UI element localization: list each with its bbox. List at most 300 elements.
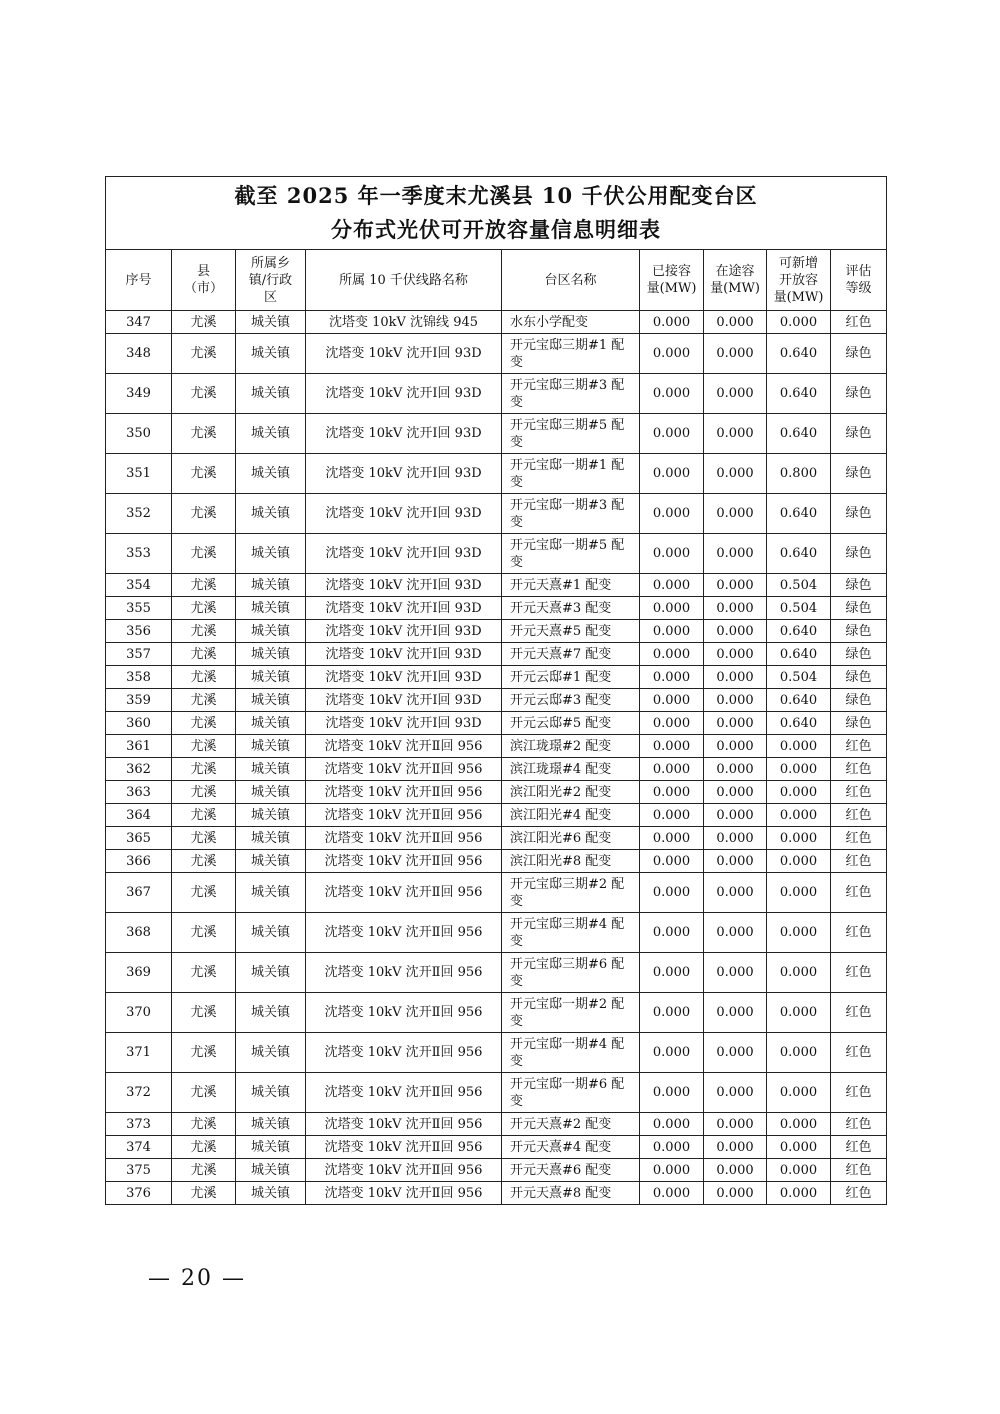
cell-county: 尤溪 <box>172 913 236 953</box>
cell-area: 开元天熹#3 配变 <box>502 597 640 620</box>
cell-town: 城关镇 <box>236 873 306 913</box>
cell-county: 尤溪 <box>172 712 236 735</box>
table-row <box>106 454 887 494</box>
cell-town: 城关镇 <box>236 850 306 873</box>
cell-grade: 红色 <box>831 1113 887 1136</box>
cell-line: 沈塔变 10kV 沈开Ⅱ回 956 <box>306 993 502 1033</box>
table-title-line2: 分布式光伏可开放容量信息明细表 <box>331 217 661 242</box>
cell-county: 尤溪 <box>172 735 236 758</box>
cell-transit: 0.000 <box>704 494 767 534</box>
cell-open: 0.640 <box>767 414 831 454</box>
cell-area: 滨江阳光#2 配变 <box>502 781 640 804</box>
cell-grade: 红色 <box>831 993 887 1033</box>
cell-area: 开元宝邸一期#3 配变 <box>502 494 640 534</box>
cell-open: 0.000 <box>767 1073 831 1113</box>
cell-county: 尤溪 <box>172 534 236 574</box>
header-town: 所属乡 镇/行政 区 <box>236 250 306 311</box>
cell-transit: 0.000 <box>704 414 767 454</box>
cell-open: 0.504 <box>767 666 831 689</box>
capacity-table <box>105 176 887 1205</box>
cell-transit: 0.000 <box>704 1113 767 1136</box>
table-row <box>106 620 887 643</box>
cell-grade: 绿色 <box>831 666 887 689</box>
table-row <box>106 873 887 913</box>
cell-county: 尤溪 <box>172 804 236 827</box>
cell-transit: 0.000 <box>704 1159 767 1182</box>
table-row <box>106 850 887 873</box>
table-row <box>106 374 887 414</box>
cell-connected: 0.000 <box>640 1113 704 1136</box>
cell-area: 开元宝邸三期#5 配变 <box>502 414 640 454</box>
cell-open: 0.000 <box>767 953 831 993</box>
cell-county: 尤溪 <box>172 1033 236 1073</box>
cell-open: 0.800 <box>767 454 831 494</box>
cell-county: 尤溪 <box>172 643 236 666</box>
cell-area: 开元云邸#3 配变 <box>502 689 640 712</box>
cell-grade: 红色 <box>831 827 887 850</box>
cell-grade: 红色 <box>831 913 887 953</box>
cell-connected: 0.000 <box>640 781 704 804</box>
header-open: 可新增 开放容 量(MW) <box>767 250 831 311</box>
cell-line: 沈塔变 10kV 沈开Ⅱ回 956 <box>306 1182 502 1205</box>
cell-grade: 绿色 <box>831 374 887 414</box>
cell-county: 尤溪 <box>172 1159 236 1182</box>
cell-grade: 红色 <box>831 1182 887 1205</box>
cell-line: 沈塔变 10kV 沈开Ⅰ回 93D <box>306 494 502 534</box>
cell-town: 城关镇 <box>236 1033 306 1073</box>
cell-seq: 375 <box>106 1159 172 1182</box>
cell-area: 开元天熹#8 配变 <box>502 1182 640 1205</box>
cell-grade: 红色 <box>831 781 887 804</box>
cell-town: 城关镇 <box>236 374 306 414</box>
table-row <box>106 689 887 712</box>
cell-connected: 0.000 <box>640 873 704 913</box>
cell-seq: 351 <box>106 454 172 494</box>
table-row <box>106 311 887 334</box>
cell-line: 沈塔变 10kV 沈开Ⅱ回 956 <box>306 1033 502 1073</box>
cell-transit: 0.000 <box>704 334 767 374</box>
cell-town: 城关镇 <box>236 712 306 735</box>
cell-grade: 绿色 <box>831 597 887 620</box>
cell-seq: 376 <box>106 1182 172 1205</box>
cell-grade: 绿色 <box>831 712 887 735</box>
cell-transit: 0.000 <box>704 689 767 712</box>
cell-grade: 绿色 <box>831 534 887 574</box>
cell-county: 尤溪 <box>172 873 236 913</box>
cell-line: 沈塔变 10kV 沈开Ⅰ回 93D <box>306 414 502 454</box>
cell-seq: 374 <box>106 1136 172 1159</box>
cell-seq: 359 <box>106 689 172 712</box>
cell-county: 尤溪 <box>172 850 236 873</box>
cell-connected: 0.000 <box>640 712 704 735</box>
cell-connected: 0.000 <box>640 574 704 597</box>
cell-seq: 362 <box>106 758 172 781</box>
cell-transit: 0.000 <box>704 454 767 494</box>
cell-connected: 0.000 <box>640 374 704 414</box>
table-row <box>106 993 887 1033</box>
cell-open: 0.000 <box>767 735 831 758</box>
cell-grade: 绿色 <box>831 334 887 374</box>
cell-line: 沈塔变 10kV 沈开Ⅱ回 956 <box>306 827 502 850</box>
cell-connected: 0.000 <box>640 993 704 1033</box>
table-row <box>106 712 887 735</box>
cell-seq: 355 <box>106 597 172 620</box>
cell-transit: 0.000 <box>704 850 767 873</box>
cell-county: 尤溪 <box>172 374 236 414</box>
cell-open: 0.640 <box>767 712 831 735</box>
cell-town: 城关镇 <box>236 534 306 574</box>
cell-transit: 0.000 <box>704 993 767 1033</box>
cell-area: 开元宝邸一期#2 配变 <box>502 993 640 1033</box>
cell-county: 尤溪 <box>172 993 236 1033</box>
cell-area: 开元宝邸三期#3 配变 <box>502 374 640 414</box>
cell-line: 沈塔变 10kV 沈开Ⅰ回 93D <box>306 597 502 620</box>
cell-seq: 373 <box>106 1113 172 1136</box>
table-row <box>106 494 887 534</box>
cell-transit: 0.000 <box>704 574 767 597</box>
cell-transit: 0.000 <box>704 1136 767 1159</box>
cell-town: 城关镇 <box>236 735 306 758</box>
header-transit: 在途容 量(MW) <box>704 250 767 311</box>
cell-seq: 353 <box>106 534 172 574</box>
cell-seq: 349 <box>106 374 172 414</box>
cell-open: 0.640 <box>767 494 831 534</box>
cell-seq: 357 <box>106 643 172 666</box>
cell-line: 沈塔变 10kV 沈开Ⅰ回 93D <box>306 334 502 374</box>
cell-seq: 371 <box>106 1033 172 1073</box>
cell-open: 0.504 <box>767 574 831 597</box>
cell-open: 0.640 <box>767 689 831 712</box>
cell-grade: 红色 <box>831 1033 887 1073</box>
cell-town: 城关镇 <box>236 953 306 993</box>
table-title-line1: 截至 2025 年一季度末尤溪县 10 千伏公用配变台区 <box>234 183 758 208</box>
cell-area: 开元天熹#4 配变 <box>502 1136 640 1159</box>
cell-open: 0.640 <box>767 534 831 574</box>
cell-transit: 0.000 <box>704 620 767 643</box>
table-row <box>106 1159 887 1182</box>
cell-county: 尤溪 <box>172 1136 236 1159</box>
cell-area: 开元云邸#1 配变 <box>502 666 640 689</box>
table-row <box>106 597 887 620</box>
cell-transit: 0.000 <box>704 913 767 953</box>
table-row <box>106 758 887 781</box>
cell-town: 城关镇 <box>236 666 306 689</box>
cell-county: 尤溪 <box>172 574 236 597</box>
cell-open: 0.000 <box>767 1136 831 1159</box>
cell-seq: 350 <box>106 414 172 454</box>
cell-grade: 红色 <box>831 1136 887 1159</box>
cell-county: 尤溪 <box>172 689 236 712</box>
cell-connected: 0.000 <box>640 850 704 873</box>
cell-area: 开元宝邸一期#5 配变 <box>502 534 640 574</box>
cell-town: 城关镇 <box>236 1136 306 1159</box>
cell-transit: 0.000 <box>704 804 767 827</box>
cell-open: 0.000 <box>767 781 831 804</box>
header-county: 县 （市） <box>172 250 236 311</box>
header-connected: 已接容 量(MW) <box>640 250 704 311</box>
cell-transit: 0.000 <box>704 374 767 414</box>
cell-town: 城关镇 <box>236 827 306 850</box>
cell-seq: 363 <box>106 781 172 804</box>
cell-seq: 369 <box>106 953 172 993</box>
cell-town: 城关镇 <box>236 781 306 804</box>
cell-connected: 0.000 <box>640 827 704 850</box>
cell-county: 尤溪 <box>172 334 236 374</box>
cell-county: 尤溪 <box>172 414 236 454</box>
cell-connected: 0.000 <box>640 620 704 643</box>
header-line: 所属 10 千伏线路名称 <box>306 250 502 311</box>
table-row <box>106 1113 887 1136</box>
cell-connected: 0.000 <box>640 1033 704 1073</box>
cell-county: 尤溪 <box>172 1073 236 1113</box>
cell-line: 沈塔变 10kV 沈开Ⅰ回 93D <box>306 454 502 494</box>
cell-transit: 0.000 <box>704 953 767 993</box>
cell-seq: 354 <box>106 574 172 597</box>
cell-area: 开元宝邸三期#6 配变 <box>502 953 640 993</box>
cell-seq: 347 <box>106 311 172 334</box>
table-row <box>106 953 887 993</box>
cell-seq: 356 <box>106 620 172 643</box>
cell-grade: 红色 <box>831 311 887 334</box>
cell-seq: 348 <box>106 334 172 374</box>
cell-county: 尤溪 <box>172 1113 236 1136</box>
cell-line: 沈塔变 10kV 沈开Ⅰ回 93D <box>306 643 502 666</box>
cell-seq: 365 <box>106 827 172 850</box>
table-title <box>106 177 887 250</box>
table-row <box>106 781 887 804</box>
cell-seq: 367 <box>106 873 172 913</box>
cell-county: 尤溪 <box>172 597 236 620</box>
cell-connected: 0.000 <box>640 666 704 689</box>
cell-open: 0.640 <box>767 334 831 374</box>
cell-transit: 0.000 <box>704 597 767 620</box>
cell-town: 城关镇 <box>236 913 306 953</box>
cell-connected: 0.000 <box>640 689 704 712</box>
cell-area: 滨江阳光#4 配变 <box>502 804 640 827</box>
cell-connected: 0.000 <box>640 494 704 534</box>
cell-seq: 361 <box>106 735 172 758</box>
cell-county: 尤溪 <box>172 827 236 850</box>
cell-transit: 0.000 <box>704 781 767 804</box>
cell-grade: 红色 <box>831 953 887 993</box>
table-row <box>106 804 887 827</box>
cell-transit: 0.000 <box>704 827 767 850</box>
cell-area: 开元宝邸一期#4 配变 <box>502 1033 640 1073</box>
table-row <box>106 827 887 850</box>
cell-seq: 368 <box>106 913 172 953</box>
cell-transit: 0.000 <box>704 643 767 666</box>
cell-open: 0.000 <box>767 850 831 873</box>
cell-connected: 0.000 <box>640 1159 704 1182</box>
cell-open: 0.000 <box>767 873 831 913</box>
cell-connected: 0.000 <box>640 913 704 953</box>
header-row <box>106 250 887 311</box>
table-row <box>106 1182 887 1205</box>
cell-grade: 绿色 <box>831 454 887 494</box>
cell-grade: 红色 <box>831 873 887 913</box>
cell-connected: 0.000 <box>640 311 704 334</box>
cell-line: 沈塔变 10kV 沈开Ⅱ回 956 <box>306 804 502 827</box>
cell-town: 城关镇 <box>236 574 306 597</box>
table-row <box>106 1073 887 1113</box>
cell-transit: 0.000 <box>704 1073 767 1113</box>
table-row <box>106 1136 887 1159</box>
cell-grade: 绿色 <box>831 574 887 597</box>
cell-open: 0.000 <box>767 1159 831 1182</box>
cell-county: 尤溪 <box>172 953 236 993</box>
cell-transit: 0.000 <box>704 1182 767 1205</box>
cell-area: 滨江珑璟#4 配变 <box>502 758 640 781</box>
cell-open: 0.640 <box>767 374 831 414</box>
cell-area: 水东小学配变 <box>502 311 640 334</box>
cell-town: 城关镇 <box>236 311 306 334</box>
cell-open: 0.000 <box>767 993 831 1033</box>
cell-line: 沈塔变 10kV 沈开Ⅱ回 956 <box>306 1159 502 1182</box>
cell-town: 城关镇 <box>236 689 306 712</box>
cell-seq: 366 <box>106 850 172 873</box>
cell-area: 开元天熹#6 配变 <box>502 1159 640 1182</box>
cell-seq: 370 <box>106 993 172 1033</box>
table-row <box>106 334 887 374</box>
cell-transit: 0.000 <box>704 1033 767 1073</box>
cell-town: 城关镇 <box>236 1073 306 1113</box>
cell-town: 城关镇 <box>236 804 306 827</box>
cell-line: 沈塔变 10kV 沈开Ⅰ回 93D <box>306 620 502 643</box>
cell-open: 0.640 <box>767 643 831 666</box>
cell-line: 沈塔变 10kV 沈开Ⅱ回 956 <box>306 781 502 804</box>
cell-connected: 0.000 <box>640 534 704 574</box>
cell-grade: 红色 <box>831 850 887 873</box>
table-row <box>106 643 887 666</box>
cell-county: 尤溪 <box>172 494 236 534</box>
cell-line: 沈塔变 10kV 沈开Ⅱ回 956 <box>306 1073 502 1113</box>
table-row <box>106 574 887 597</box>
cell-county: 尤溪 <box>172 454 236 494</box>
cell-grade: 绿色 <box>831 414 887 454</box>
cell-town: 城关镇 <box>236 597 306 620</box>
cell-town: 城关镇 <box>236 1182 306 1205</box>
cell-line: 沈塔变 10kV 沈开Ⅱ回 956 <box>306 953 502 993</box>
cell-open: 0.504 <box>767 597 831 620</box>
cell-town: 城关镇 <box>236 993 306 1033</box>
cell-open: 0.000 <box>767 804 831 827</box>
header-grade: 评估 等级 <box>831 250 887 311</box>
cell-line: 沈塔变 10kV 沈开Ⅱ回 956 <box>306 873 502 913</box>
cell-connected: 0.000 <box>640 1136 704 1159</box>
cell-transit: 0.000 <box>704 311 767 334</box>
cell-area: 开元天熹#7 配变 <box>502 643 640 666</box>
cell-connected: 0.000 <box>640 643 704 666</box>
cell-open: 0.000 <box>767 827 831 850</box>
cell-area: 滨江阳光#8 配变 <box>502 850 640 873</box>
cell-line: 沈塔变 10kV 沈开Ⅱ回 956 <box>306 1136 502 1159</box>
cell-line: 沈塔变 10kV 沈开Ⅰ回 93D <box>306 666 502 689</box>
cell-county: 尤溪 <box>172 781 236 804</box>
cell-transit: 0.000 <box>704 534 767 574</box>
cell-area: 开元宝邸三期#1 配变 <box>502 334 640 374</box>
cell-town: 城关镇 <box>236 620 306 643</box>
cell-county: 尤溪 <box>172 666 236 689</box>
cell-grade: 红色 <box>831 758 887 781</box>
cell-line: 沈塔变 10kV 沈开Ⅱ回 956 <box>306 758 502 781</box>
cell-transit: 0.000 <box>704 666 767 689</box>
cell-transit: 0.000 <box>704 758 767 781</box>
cell-grade: 红色 <box>831 1159 887 1182</box>
cell-transit: 0.000 <box>704 735 767 758</box>
cell-grade: 红色 <box>831 804 887 827</box>
header-area: 台区名称 <box>502 250 640 311</box>
cell-line: 沈塔变 10kV 沈开Ⅰ回 93D <box>306 534 502 574</box>
cell-line: 沈塔变 10kV 沈开Ⅰ回 93D <box>306 689 502 712</box>
cell-open: 0.640 <box>767 620 831 643</box>
cell-area: 开元天熹#5 配变 <box>502 620 640 643</box>
cell-open: 0.000 <box>767 1113 831 1136</box>
cell-line: 沈塔变 10kV 沈开Ⅰ回 93D <box>306 574 502 597</box>
cell-open: 0.000 <box>767 758 831 781</box>
cell-connected: 0.000 <box>640 735 704 758</box>
cell-grade: 绿色 <box>831 620 887 643</box>
cell-connected: 0.000 <box>640 804 704 827</box>
cell-line: 沈塔变 10kV 沈开Ⅱ回 956 <box>306 850 502 873</box>
table-row <box>106 666 887 689</box>
cell-area: 滨江阳光#6 配变 <box>502 827 640 850</box>
page-number: — 20 — <box>148 1266 246 1291</box>
cell-area: 开元宝邸一期#1 配变 <box>502 454 640 494</box>
cell-connected: 0.000 <box>640 414 704 454</box>
table-row <box>106 1033 887 1073</box>
table-row <box>106 735 887 758</box>
cell-connected: 0.000 <box>640 758 704 781</box>
cell-line: 沈塔变 10kV 沈开Ⅰ回 93D <box>306 712 502 735</box>
cell-line: 沈塔变 10kV 沈开Ⅰ回 93D <box>306 374 502 414</box>
cell-town: 城关镇 <box>236 643 306 666</box>
cell-line: 沈塔变 10kV 沈开Ⅱ回 956 <box>306 735 502 758</box>
cell-area: 滨江珑璟#2 配变 <box>502 735 640 758</box>
cell-grade: 红色 <box>831 1073 887 1113</box>
cell-seq: 358 <box>106 666 172 689</box>
cell-area: 开元天熹#1 配变 <box>502 574 640 597</box>
cell-seq: 364 <box>106 804 172 827</box>
cell-area: 开元宝邸三期#2 配变 <box>502 873 640 913</box>
cell-town: 城关镇 <box>236 1159 306 1182</box>
cell-town: 城关镇 <box>236 414 306 454</box>
cell-connected: 0.000 <box>640 454 704 494</box>
cell-line: 沈塔变 10kV 沈开Ⅱ回 956 <box>306 913 502 953</box>
cell-seq: 352 <box>106 494 172 534</box>
cell-open: 0.000 <box>767 913 831 953</box>
cell-line: 沈塔变 10kV 沈开Ⅱ回 956 <box>306 1113 502 1136</box>
cell-grade: 红色 <box>831 735 887 758</box>
cell-grade: 绿色 <box>831 643 887 666</box>
table-row <box>106 534 887 574</box>
cell-county: 尤溪 <box>172 311 236 334</box>
cell-line: 沈塔变 10kV 沈锦线 945 <box>306 311 502 334</box>
cell-town: 城关镇 <box>236 758 306 781</box>
cell-county: 尤溪 <box>172 620 236 643</box>
cell-area: 开元天熹#2 配变 <box>502 1113 640 1136</box>
cell-transit: 0.000 <box>704 873 767 913</box>
header-seq: 序号 <box>106 250 172 311</box>
cell-connected: 0.000 <box>640 1182 704 1205</box>
cell-county: 尤溪 <box>172 1182 236 1205</box>
cell-town: 城关镇 <box>236 1113 306 1136</box>
cell-town: 城关镇 <box>236 454 306 494</box>
cell-open: 0.000 <box>767 1182 831 1205</box>
cell-area: 开元宝邸三期#4 配变 <box>502 913 640 953</box>
cell-seq: 372 <box>106 1073 172 1113</box>
cell-town: 城关镇 <box>236 494 306 534</box>
table-body <box>106 311 887 1205</box>
